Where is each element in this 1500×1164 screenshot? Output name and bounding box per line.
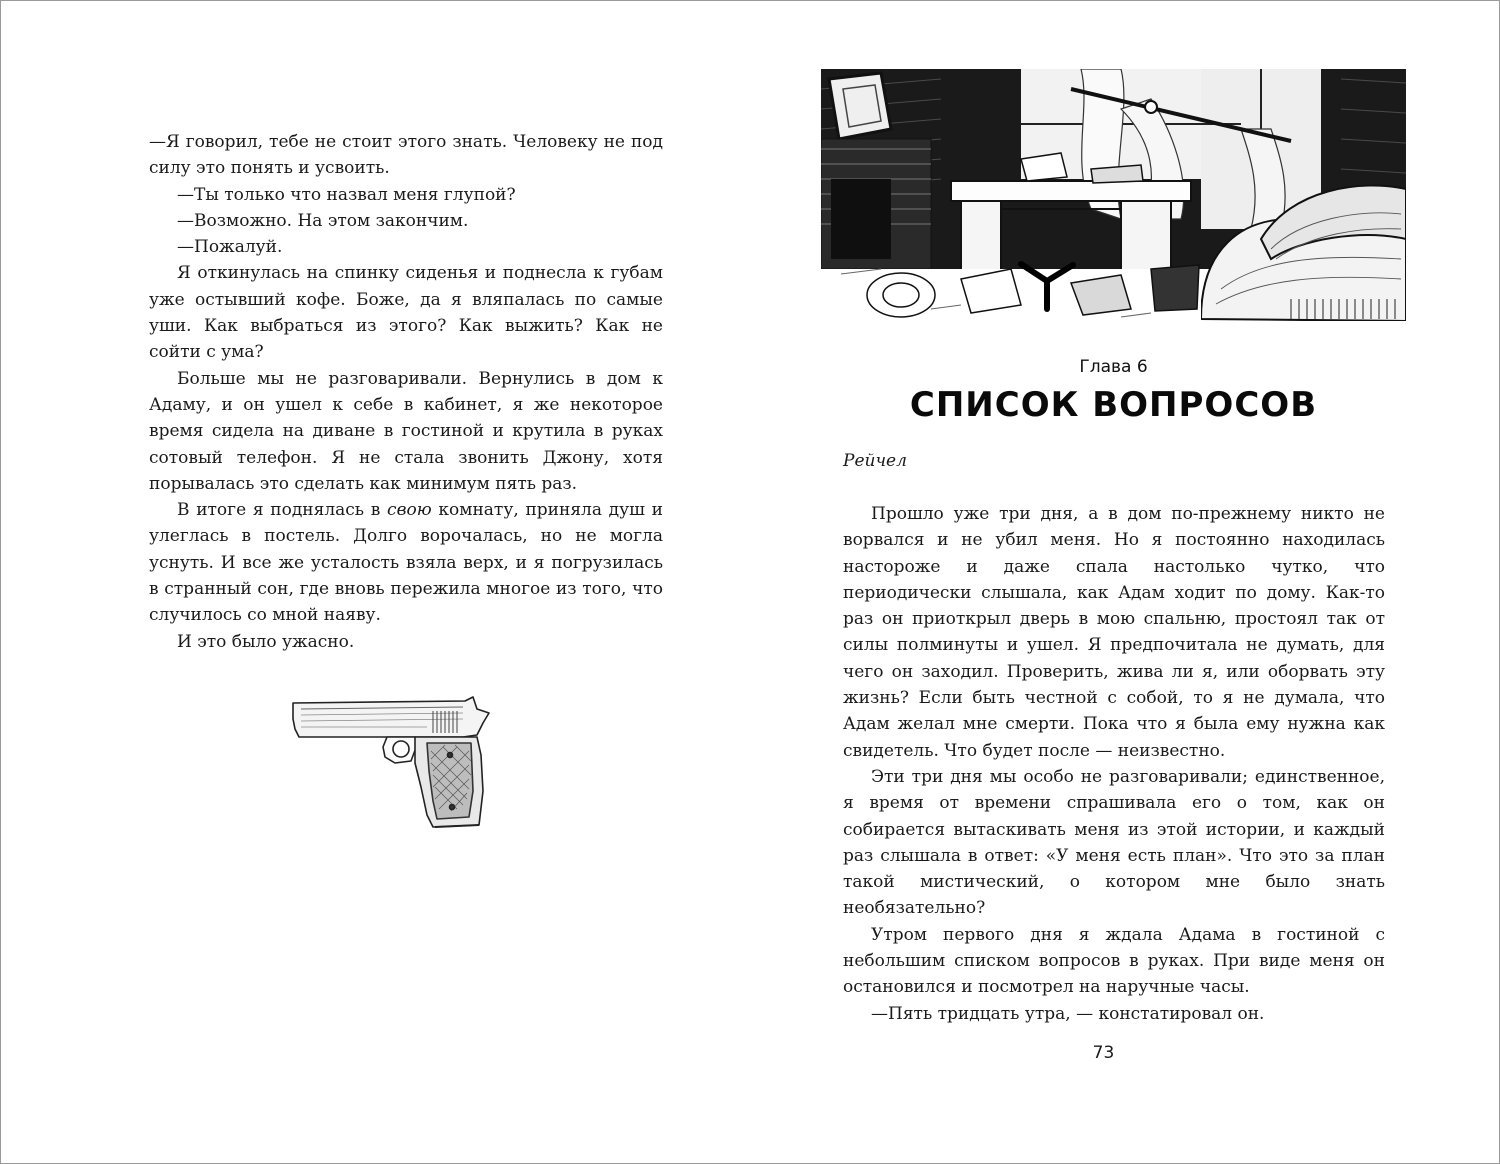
left-page: [1, 1, 750, 1163]
paragraph: И это было ужасно.: [177, 631, 355, 652]
pistol-illustration: [287, 691, 497, 831]
paragraph-text-after: комнату, приняла душ и улеглась в постель. Долго ворочалась, но не могла уснуть. И все же усталость взяла верх, и я погрузилась в странный сон, где вновь пережила многое из того, что случилось со мной наяву.: [149, 500, 663, 626]
page-number: 73: [1092, 1043, 1115, 1063]
paragraph: Я откинулась на спинку сиденья и поднесла к губам уже остывший кофе. Боже, да я вляпалась по самые уши. Как выбраться из этого? Как выжить? Как не сойти с ума?: [149, 263, 663, 363]
chapter-header-illustration: [821, 69, 1406, 321]
paragraph: —Ты только что назвал меня глупой?: [177, 184, 516, 205]
paragraph: Больше мы не разговаривали. Вернулись в дом к Адаму, и он ушел к себе в кабинет, я же некоторое время сидела на диване в гостиной и крутила в руках сотовый телефон. Я не стала звонить Джону, хотя порывалась это сделать как минимум пять раз.: [149, 368, 663, 494]
paragraph: Эти три дня мы особо не разговаривали; единственное, я время от времени спрашивала его о том, как он собирается вытаскивать меня из этой истории, и каждый раз слышала в ответ: «У меня есть план». Что это за план такой мистический, о котором мне было знать необязательно?: [843, 766, 1385, 919]
paragraph: —Пожалуй.: [177, 237, 283, 258]
paragraph: Утром первого дня я ждала Адама в гостиной с небольшим списком вопросов в руках. При виде меня он остановился и посмотрел на наручные часы.: [843, 924, 1385, 998]
narrator-name: Рейчел: [843, 451, 907, 471]
chapter-title: СПИСОК ВОПРОСОВ: [909, 385, 1318, 425]
emphasized-word: свою: [387, 500, 432, 521]
chapter-label: Глава 6: [1079, 357, 1148, 377]
paragraph-with-emphasis: [149, 497, 663, 628]
paragraph: —Возможно. На этом закончим.: [177, 210, 469, 231]
paragraph-text-before: В итоге я поднялась в: [177, 500, 388, 521]
right-page-text: [843, 501, 1385, 1027]
paragraph: —Я говорил, тебе не стоит этого знать. Человеку не под силу это понять и усвоить.: [149, 132, 663, 179]
paragraph: Прошло уже три дня, а в дом по-прежнему никто не ворвался и не убил меня. Но я постоянно находилась настороже и даже спала настолько чутко, что периодически слышала, как Адам ходит по дому. Как-то раз он приоткрыл дверь в мою спальню, простоял так от силы полминуты и ушел. Я предпочитала не думать, для чего он заходил. Проверить, жива ли я, или оборвать эту жизнь? Если быть честной с собой, то я не думала, что Адам желал мне смерти. Пока что я была ему нужна как свидетель. Что будет после — неизвестно.: [843, 504, 1385, 761]
paragraph: —Пять тридцать утра, — констатировал он.: [871, 1003, 1265, 1024]
left-page-text: [149, 129, 663, 655]
